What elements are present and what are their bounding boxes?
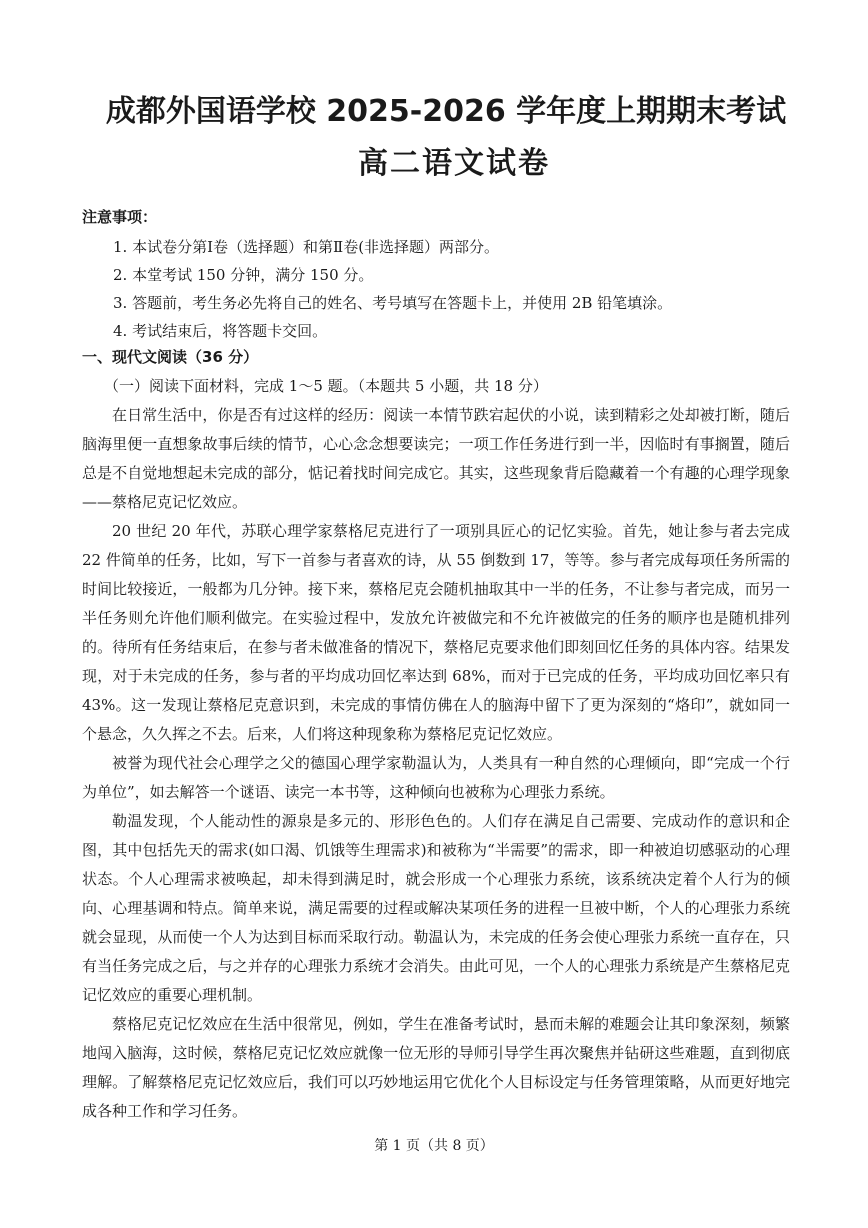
page-footer: 第 1 页（共 8 页） bbox=[374, 1138, 494, 1154]
passage-paragraph: 20 世纪 20 年代，苏联心理学家蔡格尼克进行了一项别具匠心的记忆实验。首先，她让参与者去完成 22 件简单的任务，比如，写下一首参与者喜欢的诗，从 55 倒数到 17，等等。参与者完成每项任务所需的时间比较接近，一般都为几分钟。接下来，蔡格尼克会随机抽取其中一半的任务，不让参与者完成，而另一半任务则允许他们顺利做完。在实验过程中，发放允许被做完和不允许被做完的任务的顺序也是随机排列的。待所有任务结束后，在参与者未做准备的情况下，蔡格尼克要求他们即刻回忆任务的具体内容。结果发现，对于未完成的任务，参与者的平均成功回忆率达到 68%，而对于已完成的任务，平均成功回忆率只有 43%。这一发现让蔡格尼克意识到，未完成的事情仿佛在人的脑海中留下了更为深刻的“烙印”，就如同一个悬念，久久挥之不去。后来，人们将这种现象称为蔡格尼克记忆效应。 bbox=[82, 522, 790, 743]
notes-heading: 注意事项： bbox=[82, 208, 158, 226]
section-subheading: （一）阅读下面材料，完成 1～5 题。（本题共 5 小题，共 18 分） bbox=[104, 377, 548, 395]
note-item: 1. 本试卷分第Ⅰ卷（选择题）和第Ⅱ卷(非选择题）两部分。 bbox=[113, 238, 500, 256]
reading-passage bbox=[82, 401, 790, 1126]
passage-paragraph: 在日常生活中，你是否有过这样的经历：阅读一本情节跌宕起伏的小说，读到精彩之处却被打断，随后脑海里便一直想象故事后续的情节，心心念念想要读完；一项工作任务进行到一半，因临时有事搁置，随后总是不自觉地想起未完成的部分，惦记着找时间完成它。其实，这些现象背后隐藏着一个有趣的心理学现象——蔡格尼克记忆效应。 bbox=[82, 406, 790, 511]
passage-paragraph: 蔡格尼克记忆效应在生活中很常见，例如，学生在准备考试时，悬而未解的难题会让其印象深刻，频繁地闯入脑海，这时候，蔡格尼克记忆效应就像一位无形的导师引导学生再次聚焦并钻研这些难题，直到彻底理解。了解蔡格尼克记忆效应后，我们可以巧妙地运用它优化个人目标设定与任务管理策略，从而更好地完成各种工作和学习任务。 bbox=[82, 1015, 790, 1120]
passage-paragraph: 被誉为现代社会心理学之父的德国心理学家勒温认为，人类具有一种自然的心理倾向，即“完成一个行为单位”，如去解答一个谜语、读完一本书等，这种倾向也被称为心理张力系统。 bbox=[82, 754, 790, 801]
note-item: 2. 本堂考试 150 分钟，满分 150 分。 bbox=[113, 266, 374, 284]
passage-paragraph: 勒温发现，个人能动性的源泉是多元的、形形色色的。人们存在满足自己需要、完成动作的意识和企图，其中包括先天的需求(如口渴、饥饿等生理需求)和被称为“半需要”的需求，即一种被迫切感驱动的心理状态。个人心理需求被唤起，却未得到满足时，就会形成一个心理张力系统，该系统决定着个人行为的倾向、心理基调和特点。简单来说，满足需要的过程或解决某项任务的进程一旦被中断，个人的心理张力系统就会显现，从而使一个人为达到目标而采取行动。勒温认为，未完成的任务会使心理张力系统一直存在，只有当任务完成之后，与之并存的心理张力系统才会消失。由此可见，一个人的心理张力系统是产生蔡格尼克记忆效应的重要心理机制。 bbox=[82, 812, 790, 1004]
exam-subtitle: 高二语文试卷 bbox=[358, 146, 550, 181]
note-item: 3. 答题前，考生务必先将自己的姓名、考号填写在答题卡上，并使用 2B 铅笔填涂。 bbox=[113, 294, 673, 312]
note-item: 4. 考试结束后，将答题卡交回。 bbox=[113, 322, 328, 340]
section-heading: 一、现代文阅读（36 分） bbox=[82, 348, 259, 366]
exam-title: 成都外国语学校 2025-2026 学年度上期期末考试 bbox=[105, 94, 787, 129]
